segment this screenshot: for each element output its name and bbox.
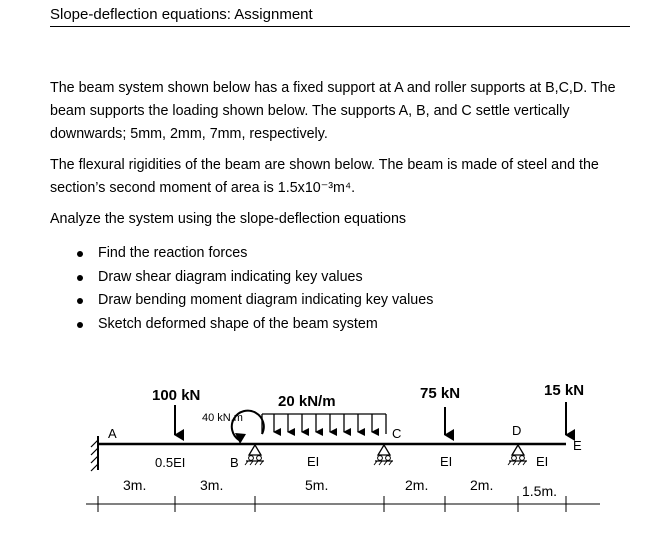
rigidity-label-bc: EI <box>307 454 320 469</box>
node-label-e: E <box>573 438 582 453</box>
span-label: 5m. <box>305 477 329 493</box>
load-label-15kn: 15 kN <box>544 382 585 399</box>
list-item: Draw shear diagram indicating key values <box>76 266 433 290</box>
span-label: 3m. <box>200 477 224 493</box>
list-item: Sketch deformed shape of the beam system <box>76 313 433 337</box>
node-label-c: C <box>392 426 402 441</box>
assignment-title: Slope-deflection equations: Assignment <box>50 6 630 27</box>
roller-support-d <box>508 445 527 465</box>
roller-support-b <box>245 445 264 465</box>
rigidity-description: The flexural rigidities of the beam are shown below. The beam is made of steel and the section’s second moment of area is 1.5x10⁻³m⁴. <box>50 157 599 196</box>
span-label: 2m. <box>405 477 429 493</box>
rigidity-label-ab: 0.5EI <box>155 455 186 470</box>
list-item: Find the reaction forces <box>76 242 433 266</box>
node-label-b: B <box>230 455 239 470</box>
applied-moment-b <box>232 411 264 444</box>
udl-label: 20 kN/m <box>278 393 336 410</box>
span-label: 2m. <box>470 477 494 493</box>
node-label-a: A <box>108 426 117 441</box>
fixed-support-a <box>91 436 98 471</box>
distributed-load <box>262 414 386 434</box>
moment-label: 40 kN.m <box>202 412 243 424</box>
span-label: 3m. <box>123 477 147 493</box>
analysis-instruction: Analyze the system using the slope-deflection equations <box>50 211 407 227</box>
span-label: 1.5m. <box>522 483 558 499</box>
load-label-75kn: 75 kN <box>420 385 461 402</box>
problem-description: The beam system shown below has a fixed support at A and roller supports at B,C,D. The beam supports the loading shown below. The supports A, B, and C settle vertically downwards; 5mm, 2mm, 7mm, respectively. <box>50 80 616 142</box>
rigidity-label-de: EI <box>536 454 549 469</box>
roller-support-c <box>374 445 393 465</box>
load-label-100kn: 100 kN <box>152 387 201 404</box>
list-item: Draw bending moment diagram indicating key values <box>76 289 433 313</box>
rigidity-label-cd: EI <box>440 454 453 469</box>
node-label-d: D <box>512 423 522 438</box>
